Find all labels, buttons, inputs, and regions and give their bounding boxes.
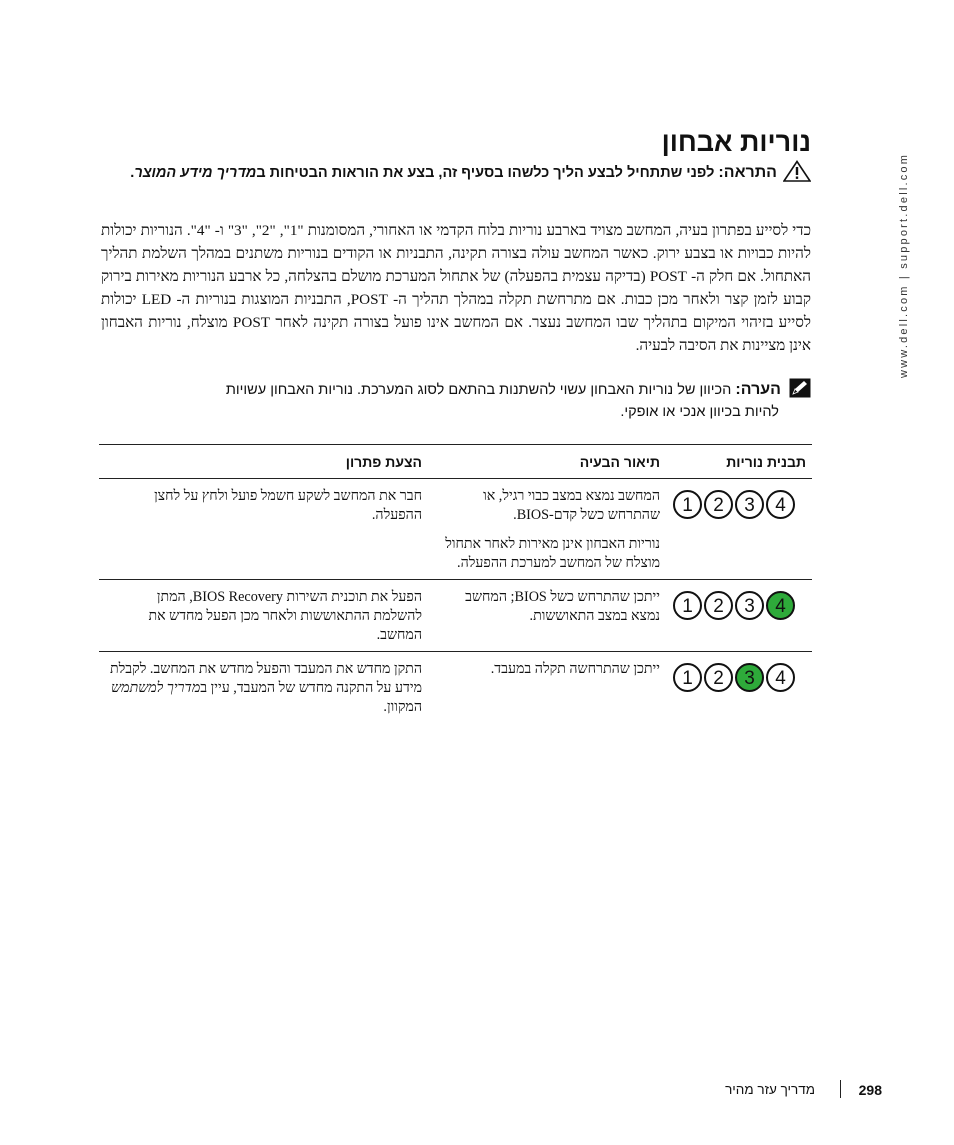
suggested-resolution: חבר את המחשב לשקע חשמל פועל ולחץ על לחצן ההפעלה.: [99, 479, 428, 532]
suggested-resolution: הפעל את תוכנית השירות BIOS Recovery, המתן להשלמת ההתאוששות ולאחר מכן הפעל מחדש את המחשב.: [99, 580, 428, 652]
page-title: נוריות אבחון: [661, 127, 811, 157]
led-1-off: [672, 662, 703, 693]
problem-description: ייתכן שהתרחש כשל BIOS; המחשב נמצא במצב התאוששות.: [428, 580, 666, 652]
led-4-green: [765, 590, 796, 621]
resolution-text-end: המקוון.: [383, 699, 422, 715]
led-2-off: [703, 489, 734, 520]
header-problem-description: תיאור הבעיה: [428, 445, 666, 479]
intro-paragraph: כדי לסייע בפתרון בעיה, המחשב מצויד בארבע נוריות בלוח הקדמי או האחורי, המסומנות "1", "2", "3" ו- "4". הנוריות יכולות להיות כבויות או בצבע ירוק. כאשר המחשב עולה בצורה תקינה, התבניות או הקודים בנוריות משתנים במהלך השלמת תהליך האתחול. אם חלק ה- POST (בדיקה עצמית בהפעלה) של אתחול המערכת מושלם בהצלחה, כל ארבע הנוריות מאירות בירוק קבוע לזמן קצר ולאחר מכן כבות. אם מתרחשת תקלה במהלך תהליך ה- POST, התבניות המוצגות בנוריות ה- LED יכולות לסייע בזיהוי המיקום בתהליך שבו המחשב נעצר. אם המחשב אינו פועל בצורה תקינה לאחר POST מוצלח, נוריות האבחון אינן מציינות את הסיבה לבעיה.: [101, 222, 811, 354]
led-3-off: [734, 489, 765, 520]
header-suggested-resolution: הצעת פתרון: [99, 445, 428, 479]
note-text-line2: להיות בכיוון אנכי או אופקי.: [620, 404, 779, 420]
note-label: הערה:: [735, 381, 781, 398]
led-number: 1: [682, 596, 693, 617]
warning-triangle-icon: [783, 160, 811, 182]
warning-text: לפני שתתחיל לבצע הליך כלשהו בסעיף זה, בצע את הוראות הבטיחות ב: [256, 165, 715, 181]
led-number: 3: [744, 596, 755, 617]
note-pencil-icon: [789, 378, 811, 398]
led-pattern: [672, 660, 806, 693]
led-number: 1: [682, 495, 693, 516]
led-pattern: [672, 487, 806, 520]
footer-guide-title: מדריך עזר מהיר: [725, 1082, 815, 1097]
users-guide-ref: מדריך למשתמש: [111, 680, 201, 696]
problem-description: המחשב נמצא במצב כבוי רגיל, או שהתרחש כשל קדם-BIOS.: [428, 479, 666, 532]
header-light-pattern: תבנית נוריות: [666, 445, 812, 479]
warning-label: התראה:: [718, 164, 777, 181]
led-2-off: [703, 662, 734, 693]
warning-italic-ref: מדריך מידע המוצר: [134, 165, 257, 181]
led-1-off: [672, 489, 703, 520]
table-row: [99, 531, 812, 580]
table-row: [99, 652, 812, 724]
led-number: 4: [775, 495, 786, 516]
led-pattern: [672, 588, 806, 621]
led-number: 2: [713, 495, 724, 516]
led-4-off: [765, 489, 796, 520]
page-number: 298: [858, 1082, 882, 1098]
diagnostic-codes-table: [99, 444, 812, 723]
led-number: 4: [775, 596, 786, 617]
problem-description: נוריות האבחון אינן מאירות לאחר אתחול מוצלח של המחשב למערכת ההפעלה.: [445, 536, 660, 571]
led-number: 2: [713, 596, 724, 617]
led-number: 4: [775, 668, 786, 689]
led-1-off: [672, 590, 703, 621]
warning-end: .: [130, 165, 135, 181]
warning-notice: [101, 160, 811, 184]
support-url-sidebar: www.dell.com | support.dell.com: [898, 152, 910, 378]
led-number: 1: [682, 668, 693, 689]
resolution-text: התקן מחדש את המעבד והפעל מחדש את המחשב. לקבלת מידע על התקנה מחדש של המעבד, עיין ב: [110, 661, 422, 696]
note-text-line1: הכיוון של נוריות האבחון עשוי להשתנות בהתאם לסוג המערכת. נוריות האבחון עשויות: [225, 382, 732, 398]
led-4-off: [765, 662, 796, 693]
problem-description: ייתכן שהתרחשה תקלה במעבד.: [428, 652, 666, 724]
led-number: 3: [744, 495, 755, 516]
footer-divider: [840, 1080, 841, 1098]
table-row: [99, 479, 812, 532]
led-3-green: [734, 662, 765, 693]
led-number: 2: [713, 668, 724, 689]
led-3-off: [734, 590, 765, 621]
led-number: 3: [744, 668, 755, 689]
table-row: [99, 580, 812, 652]
suggested-resolution: [99, 652, 428, 724]
led-2-off: [703, 590, 734, 621]
note-notice: [111, 378, 811, 423]
